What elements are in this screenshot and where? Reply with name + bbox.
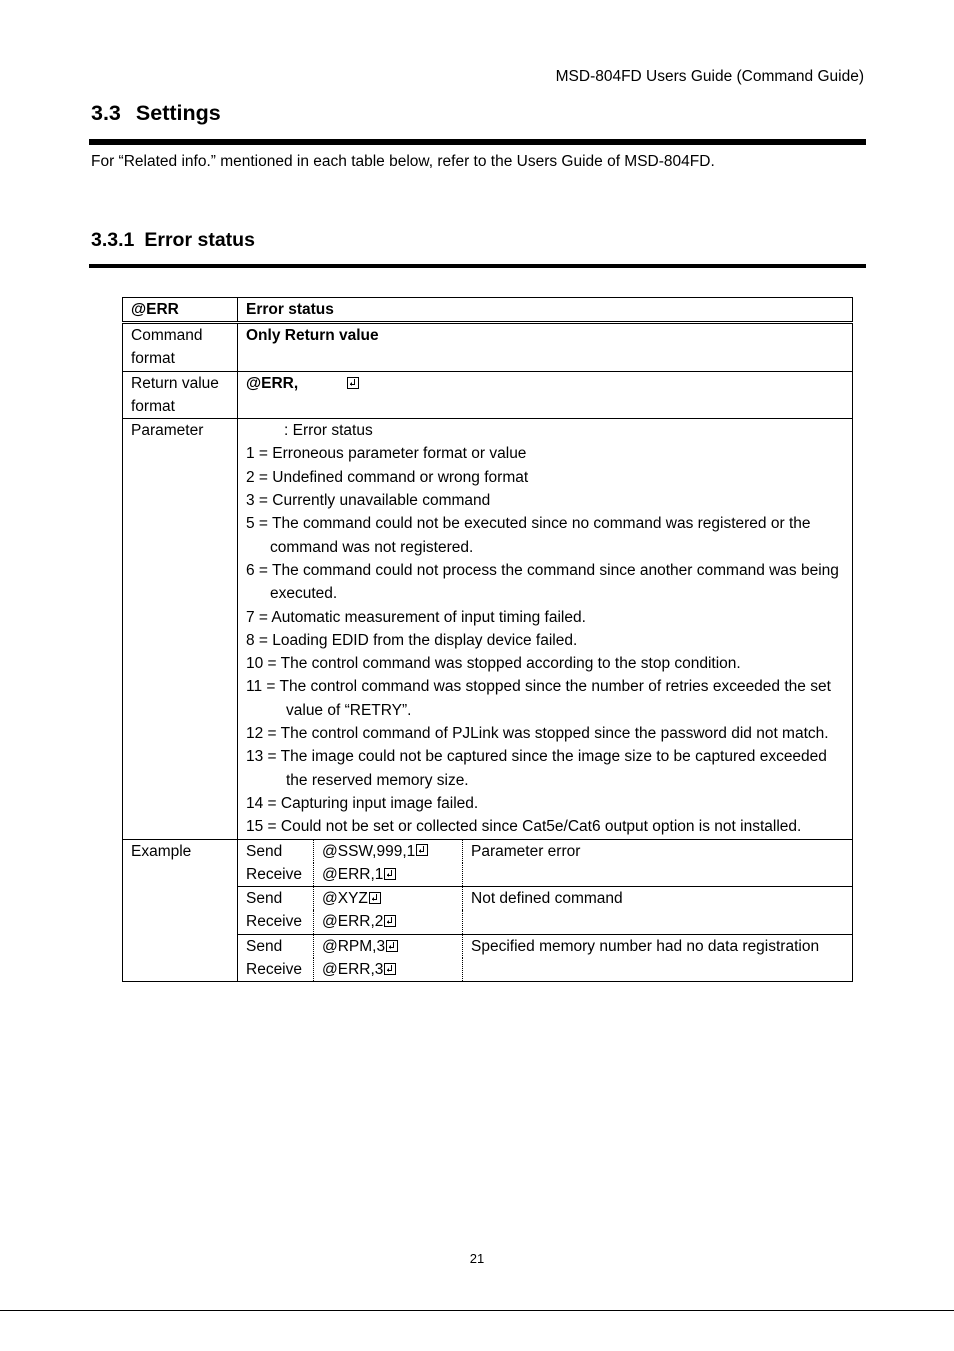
send-command: @SSW,999,1	[314, 840, 463, 863]
parameter-item: 1 = Erroneous parameter format or value	[246, 445, 527, 463]
parameter-item: 2 = Undefined command or wrong format	[246, 468, 529, 486]
section-title: Settings	[135, 101, 221, 125]
return-format-value: @ERR,	[246, 374, 299, 392]
subsection-title: Error status	[144, 229, 255, 251]
command-format-label: Command format	[123, 323, 238, 372]
receive-label: Receive	[238, 863, 314, 887]
send-label: Send	[238, 840, 314, 863]
example-description: Not defined command	[463, 887, 853, 935]
command-format-row	[123, 323, 853, 372]
example-send-row	[238, 887, 852, 911]
return-format-value-cell	[238, 371, 853, 419]
receive-label: Receive	[238, 910, 314, 934]
example-send-row	[238, 934, 852, 958]
send-command: @XYZ	[314, 887, 463, 911]
parameter-item: 14 = Capturing input image failed.	[246, 794, 479, 812]
section-rule	[89, 139, 866, 145]
parameter-item: 10 = The control command was stopped according to the stop condition.	[246, 655, 741, 673]
receive-response: @ERR,2	[314, 910, 463, 934]
return-key-icon	[384, 868, 396, 880]
command-table	[122, 297, 853, 982]
command-description-cell: Error status	[238, 298, 853, 323]
parameter-item: 8 = Loading EDID from the display device failed.	[246, 631, 578, 649]
return-key-icon	[384, 915, 396, 927]
intro-paragraph: For “Related info.” mentioned in each table below, refer to the Users Guide of MSD-804FD.	[91, 153, 715, 170]
subsection-heading	[91, 229, 255, 252]
document-header-title: MSD-804FD Users Guide (Command Guide)	[555, 68, 864, 85]
page-number: 21	[469, 1251, 485, 1266]
return-key-icon	[347, 377, 359, 389]
parameter-item: 13 = The image could not be captured since the image size to be captured exceeded the reserved memory size.	[246, 748, 827, 789]
parameter-item: 11 = The control command was stopped since the number of retries exceeded the set value of “RETRY”.	[246, 678, 831, 719]
return-format-label: Return value format	[123, 371, 238, 419]
command-name-cell: @ERR	[123, 298, 238, 323]
parameter-item: 3 = Currently unavailable command	[246, 492, 491, 510]
receive-label: Receive	[238, 958, 314, 981]
parameter-label: Parameter	[123, 419, 238, 839]
table-header-row	[123, 298, 853, 323]
example-description: Parameter error	[471, 842, 581, 860]
return-key-icon	[386, 940, 398, 952]
footer-rule	[0, 1310, 954, 1311]
example-cell	[238, 839, 853, 982]
send-label: Send	[238, 934, 314, 958]
example-description: Specified memory number had no data registration	[463, 934, 853, 981]
receive-response: @ERR,1	[314, 863, 463, 887]
command-format-value: Only Return value	[238, 323, 853, 372]
return-format-row	[123, 371, 853, 419]
parameter-item: 7 = Automatic measurement of input timing failed.	[246, 608, 586, 626]
return-key-icon	[369, 892, 381, 904]
example-row	[123, 839, 853, 982]
return-key-icon	[416, 844, 428, 856]
parameter-row	[123, 419, 853, 839]
section-number: 3.3	[91, 101, 121, 125]
return-key-icon	[384, 963, 396, 975]
parameter-item: 6 = The command could not process the command since another command was being executed.	[246, 561, 839, 603]
section-heading	[91, 101, 221, 126]
parameter-item: 12 = The control command of PJLink was stopped since the password did not match.	[246, 725, 829, 743]
example-table	[238, 840, 852, 982]
send-command: @RPM,3	[314, 934, 463, 958]
parameter-list	[238, 419, 853, 839]
parameter-item: 5 = The command could not be executed since no command was registered or the command was not registered.	[246, 515, 811, 556]
subsection-rule	[89, 264, 866, 268]
example-send-row	[238, 840, 852, 863]
receive-response: @ERR,3	[314, 958, 463, 981]
subsection-number: 3.3.1	[91, 229, 135, 251]
send-label: Send	[238, 887, 314, 911]
parameter-caption: : Error status	[284, 422, 373, 440]
parameter-item: 15 = Could not be set or collected since Cat5e/Cat6 output option is not installed.	[246, 818, 802, 836]
example-label: Example	[123, 839, 238, 982]
